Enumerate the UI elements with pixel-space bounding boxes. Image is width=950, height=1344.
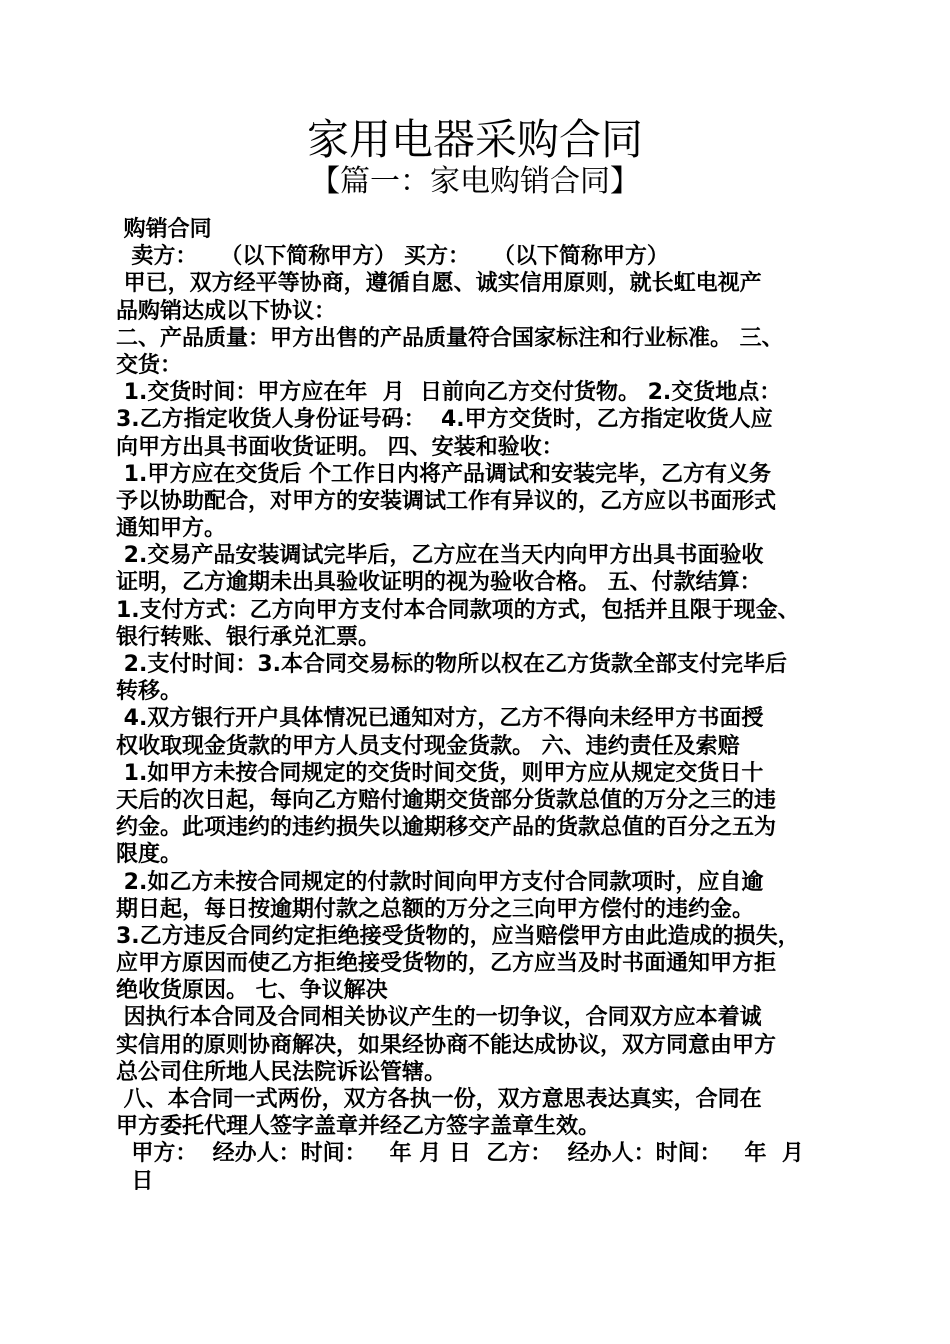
- text-line: 品购销达成以下协议：: [116, 298, 337, 324]
- text-line: 卖方： （以下简称甲方） 买方： （以下简称甲方）: [116, 244, 669, 270]
- text-line: 1.甲方应在交货后 个工作日内将产品调试和安装完毕，乙方有义务: [116, 461, 771, 487]
- text-line: 甲方委托代理人签字盖章并经乙方签字盖章生效。: [116, 1114, 601, 1140]
- text-line: 日: [116, 1168, 154, 1194]
- text-line: 总公司住所地人民法院诉讼管辖。: [116, 1059, 447, 1085]
- text-line: 因执行本合同及合同相关协议产生的一切争议，合同双方应本着诚: [116, 1005, 762, 1031]
- text-line: 2.交易产品安装调试完毕后，乙方应在当天内向甲方出具书面验收: [116, 543, 764, 569]
- text-line: 证明，乙方逾期未出具验收证明的视为验收合格。 五、付款结算：: [116, 570, 762, 596]
- text-line: 2.如乙方未按合同规定的付款时间向甲方支付合同款项时，应自逾: [116, 869, 764, 895]
- text-line: 银行转账、银行承兑汇票。: [116, 624, 381, 650]
- text-line: 甲已，双方经平等协商，遵循自愿、诚实信用原则，就长虹电视产: [116, 271, 762, 297]
- document-subtitle: 【篇一：家电购销合同】: [310, 164, 640, 199]
- text-line: 二、产品质量：甲方出售的产品质量符合国家标注和行业标准。 三、: [116, 325, 784, 351]
- text-line: 实信用的原则协商解决，如果经协商不能达成协议，双方同意由甲方: [116, 1032, 777, 1058]
- text-line: 八、本合同一式两份，双方各执一份，双方意思表达真实，合同在: [116, 1087, 762, 1112]
- contract-body: [116, 216, 846, 1195]
- text-line: 天后的次日起，每向乙方赔付逾期交货部分货款总值的万分之三的违: [116, 787, 777, 813]
- text-line: 约金。此项违约的违约损失以逾期移交产品的货款总值的百分之五为: [116, 815, 777, 841]
- text-line: 3.乙方违反合同约定拒绝接受货物的，应当赔偿甲方由此造成的损失，: [116, 923, 800, 949]
- text-line: 1.交货时间：甲方应在年 月 日前向乙方交付货物。 2.交货地点：: [116, 380, 782, 406]
- text-line: 3.乙方指定收货人身份证号码： 4.甲方交货时，乙方指定收货人应: [116, 407, 773, 433]
- text-line: 2.支付时间：3.本合同交易标的物所以权在乙方货款全部支付完毕后: [116, 652, 787, 677]
- text-line: 应甲方原因而使乙方拒绝接受货物的，乙方应当及时书面通知甲方拒: [116, 951, 777, 977]
- text-line: 甲方： 经办人：时间： 年 月 日 乙方： 经办人：时间： 年 月: [116, 1141, 804, 1167]
- text-line: 1.如甲方未按合同规定的交货时间交货，则甲方应从规定交货日十: [116, 760, 764, 786]
- text-line: 向甲方出具书面收货证明。 四、安装和验收：: [116, 434, 564, 460]
- text-line: 予以协助配合，对甲方的安装调试工作有异议的，乙方应以书面形式: [116, 488, 777, 514]
- document-title: 家用电器采购合同: [306, 115, 643, 164]
- text-line: 绝收货原因。 七、争议解决: [116, 978, 388, 1004]
- text-line: 转移。: [116, 679, 183, 705]
- text-line: 限度。: [116, 842, 183, 868]
- text-line: 权收取现金货款的甲方人员支付现金货款。 六、违约责任及索赔: [116, 733, 740, 759]
- text-line: 交货：: [116, 352, 183, 378]
- text-line: 通知甲方。: [116, 516, 227, 542]
- text-line: 期日起，每日按逾期付款之总额的万分之三向甲方偿付的违约金。: [116, 896, 755, 922]
- text-line: 购销合同: [116, 217, 212, 242]
- text-line: 1.支付方式：乙方向甲方支付本合同款项的方式，包括并且限于现金、: [116, 597, 800, 623]
- text-line: 4.双方银行开户具体情况已通知对方，乙方不得向未经甲方书面授: [116, 706, 764, 732]
